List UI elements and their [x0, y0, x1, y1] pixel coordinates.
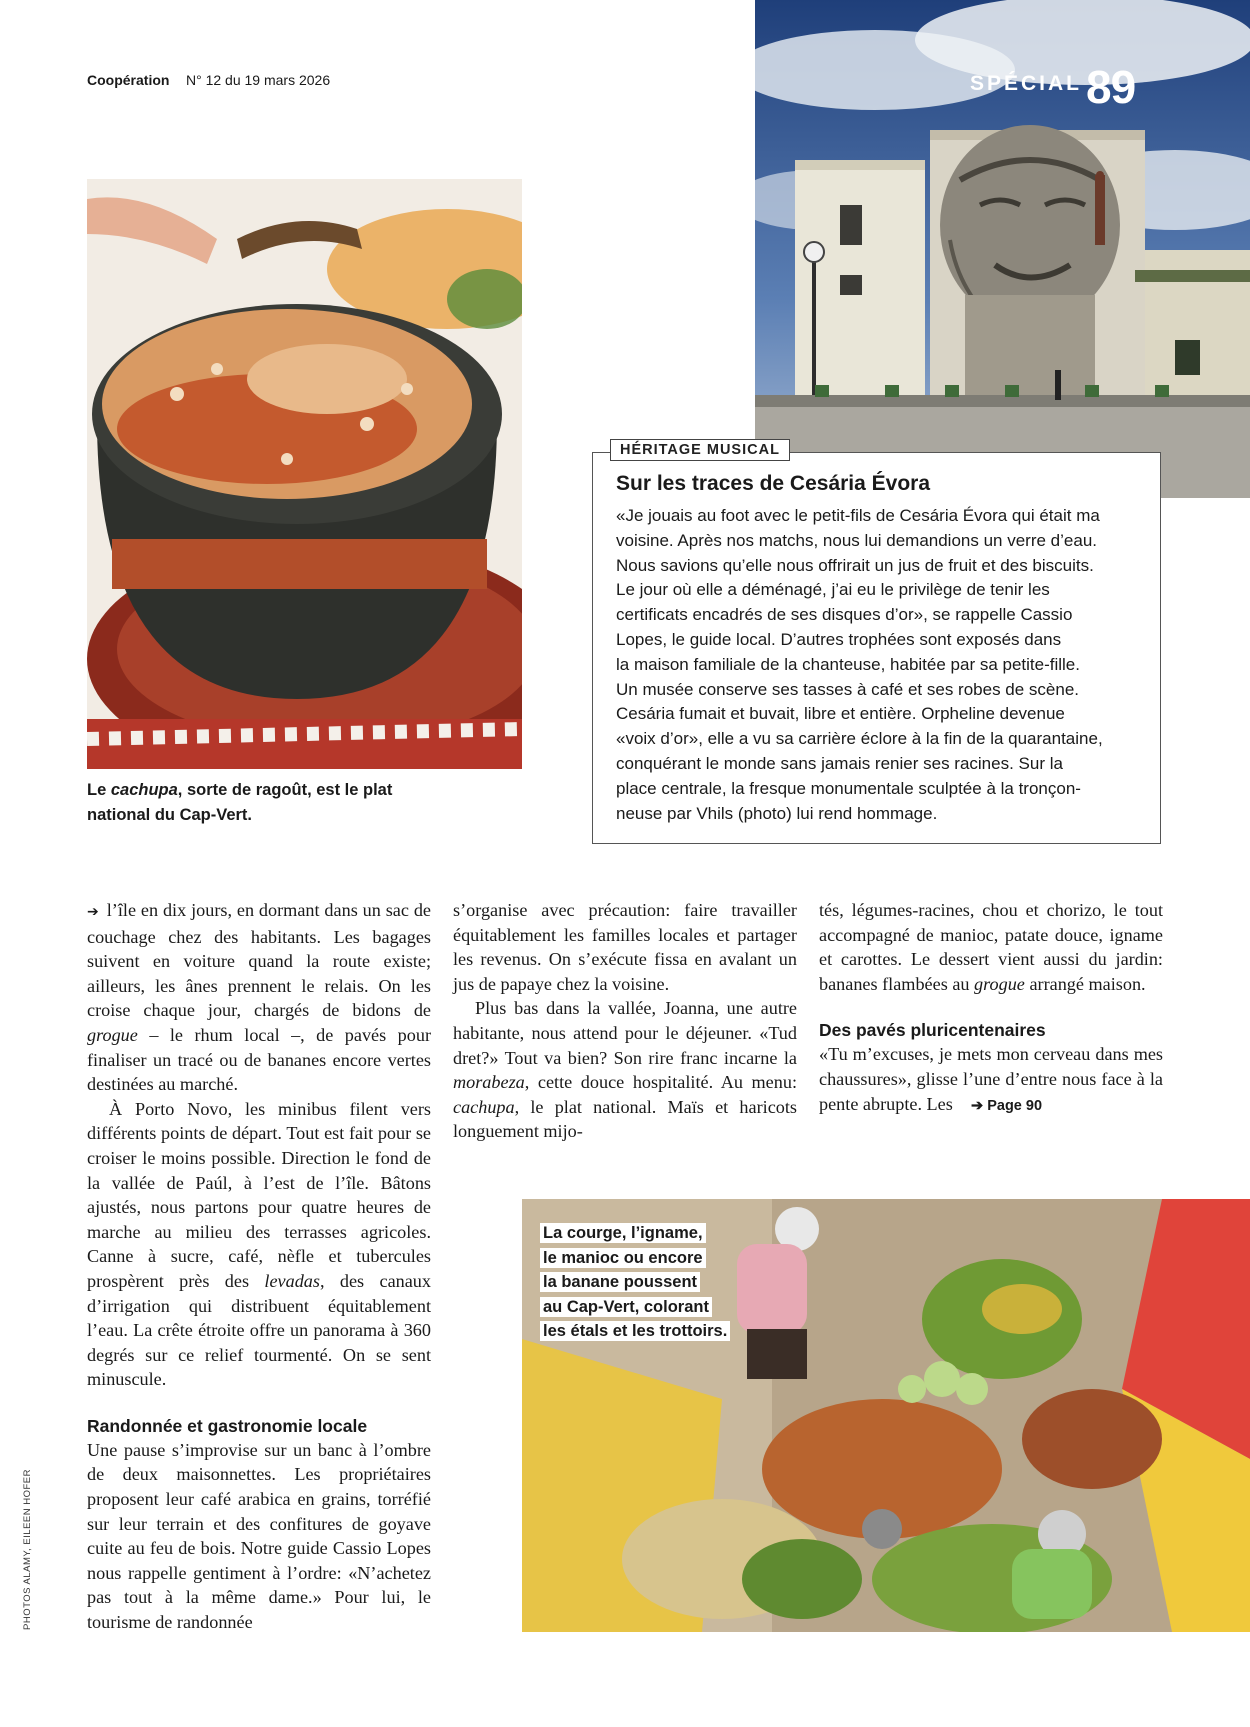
market-caption-line: La courge, l’igname, — [540, 1221, 740, 1246]
heritage-line: conquérant le monde sans jamais renier ses racines. Sur la — [616, 753, 1063, 773]
heritage-line: Nous savions qu’elle nous offrirait un jus de fruit et des biscuits. — [616, 555, 1094, 575]
photo-credit: PHOTOS ALAMY, EILEEN HOFER — [22, 1468, 33, 1630]
heritage-line: certificats encadrés de ses disques d’or», se rappelle Cassio — [616, 605, 1073, 625]
market-caption-line: le manioc ou encore — [540, 1246, 740, 1271]
heritage-line: place centrale, la fresque monumentale sculptée à la tronçon- — [616, 778, 1081, 798]
article-paragraph: s’organise avec précaution: faire travailler équitablement les familles locales et partager les revenus. On s’exécute fissa en avalant un jus de papaye chez la voisine. — [453, 900, 797, 994]
market-caption — [540, 1221, 740, 1344]
article-subheading: Randonnée et gastronomie locale — [87, 1415, 368, 1436]
article-paragraph: tés, légumes-racines, chou et chorizo, le tout accompagné de manioc, patate douce, igname et carottes. Le dessert vient aussi du jardin: bananes flambées au grogue arrangé maison. — [819, 900, 1163, 994]
article-paragraph: Plus bas dans la vallée, Joanna, une autre habitante, nous attend pour le déjeuner. «Tud dret?» Tout va bien? Son rire franc incarne la morabeza, cette douce hospitalité. Au menu: cachupa, le plat national. Maïs et haricots longuement mijo- — [453, 998, 797, 1142]
arrow-right-icon: ➔ — [971, 1097, 984, 1114]
heritage-line: «voix d’or», elle a vu sa carrière éclore à la fin de la quarantaine, — [616, 729, 1103, 749]
heritage-line: la maison familiale de la chanteuse, habitée par sa petite-fille. — [616, 654, 1080, 674]
next-page-link[interactable]: ➔ Page 90 — [971, 1097, 1043, 1114]
continuation-arrow-icon: ➔ — [87, 904, 99, 920]
publication-name: Coopération — [87, 72, 170, 88]
heritage-tag: HÉRITAGE MUSICAL — [610, 439, 790, 461]
article-paragraph: Une pause s’improvise sur un banc à l’ombre de deux maisonnettes. Les propriétaires proposent leur café arabica en grains, torréfié sur leur terrain et des confitures de goyave cuite au feu de bois. Notre guide Cassio Lopes nous rappelle gentiment à l’ordre: «N’achetez pas tout à la même dame.» Pour lui, le tourisme de randonnée — [87, 1439, 431, 1633]
market-caption-line: les étals et les trottoirs. — [540, 1319, 740, 1344]
article-paragraph: ➔ l’île en dix jours, en dormant dans un sac de couchage chez des habitants. Les bagages suivent en voiture quand la route existe; ailleurs, les ânes prennent le relais. On les croise chaque jour, chargés de bidons de grogue – le rhum local –, de pavés pour finaliser un tracé ou de bananes encore vertes destinées au marché. — [87, 900, 431, 1095]
market-caption-line: au Cap-Vert, colorant — [540, 1295, 740, 1320]
heritage-line: «Je jouais au foot avec le petit-fils de Cesária Évora qui était ma — [616, 506, 1100, 525]
market-caption-line: la banane poussent — [540, 1270, 740, 1295]
article-paragraph: À Porto Novo, les minibus filent vers différents points de départ. Tout est fait pour se croiser le moins possible. Direction le fond de la vallée de Paúl, à l’est de l’île. Bâtons ajustés, nous partons pour quatre heures de marche au milieu des terrasses agricoles. Canne à sucre, café, nèfle et tubercules prospèrent près des levadas, des canaux d’irrigation qui distribuent équitablement l’eau. La crête étroite offre un panorama à 360 degrés sur ce relief tourmenté. On se sent minuscule. — [87, 1098, 431, 1390]
heritage-line: Un musée conserve ses tasses à café et ses robes de scène. — [616, 679, 1080, 699]
article-column-1 — [87, 898, 431, 1635]
heritage-title: Sur les traces de Cesária Évora — [616, 472, 931, 495]
heritage-line: Le jour où elle a déménagé, j’ai eu le privilège de tenir les — [616, 580, 1050, 600]
page-number: 89 — [1086, 61, 1136, 113]
heritage-line: neuse par Vhils (photo) lui rend hommage. — [616, 803, 938, 823]
heritage-line: Cesária fumait et buvait, libre et entière. Orpheline devenue — [616, 704, 1065, 724]
heritage-line: Lopes, le guide local. D’autres trophées sont exposés dans — [616, 629, 1062, 649]
issue-info: N° 12 du 19 mars 2026 — [186, 72, 331, 88]
heritage-body — [616, 504, 1149, 826]
article-subheading: Des pavés pluricentenaires — [819, 1020, 1046, 1041]
section-label: SPÉCIAL — [970, 72, 1083, 95]
article-paragraph: «Tu m’excuses, je mets mon cerveau dans mes chaussures», glisse l’une d’entre nous face à la pente abrupte. Les ➔ Page 90 — [819, 1044, 1163, 1114]
article-column-3 — [819, 898, 1163, 1118]
cachupa-photo — [87, 179, 522, 769]
heritage-line: voisine. Après nos matchs, nous lui demandions un verre d’eau. — [616, 530, 1097, 550]
article-column-2 — [453, 898, 797, 1144]
food-caption: Le cachupa, sorte de ragoût, est le plat national du Cap-Vert. — [87, 781, 393, 824]
